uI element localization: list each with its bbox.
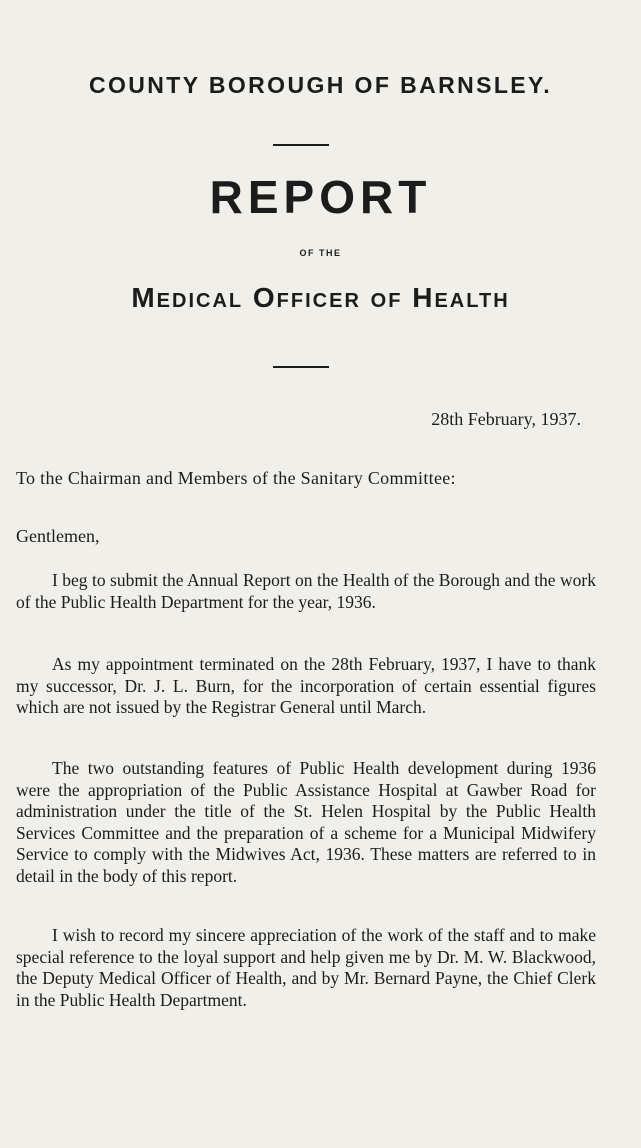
paragraph-1: I beg to submit the Annual Report on the Health of the Borough and the work of the Public Health Department for the year, 1936. bbox=[16, 570, 596, 612]
letter-date: 28th February, 1937. bbox=[431, 409, 581, 429]
borough-heading: COUNTY BOROUGH OF BARNSLEY. bbox=[88, 72, 553, 98]
letter-addressee: To the Chairman and Members of the Sanitary Committee: bbox=[16, 468, 456, 488]
letter-salutation: Gentlemen, bbox=[16, 526, 100, 546]
bottom-divider bbox=[273, 366, 329, 368]
report-title: REPORT bbox=[209, 171, 432, 223]
top-divider bbox=[273, 144, 329, 146]
paragraph-2: As my appointment terminated on the 28th February, 1937, I have to thank my successor, Dr. J. L. Burn, for the incorporation of certain essential figures which are not issued by the Registrar General until March. bbox=[16, 654, 596, 717]
paragraph-4: I wish to record my sincere appreciation of the work of the staff and to make special reference to the loyal support and help given me by Dr. M. W. Blackwood, the Deputy Medical Officer of Health, and by Mr. Bernard Payne, the Chief Clerk in the Public Health Department. bbox=[16, 925, 596, 1010]
of-the-label: OF THE bbox=[299, 248, 342, 258]
paragraph-3: The two outstanding features of Public Health development during 1936 were the appropriation of the Public Assistance Hospital at Gawber Road for administration under the title of the St. Helen Hospital by the Public Health Services Committee and the preparation of a scheme for a Municipal Midwifery Service to comply with the Midwives Act, 1936. These matters are referred to in detail in the body of this report. bbox=[16, 758, 596, 886]
officer-title: Medical Officer of Health bbox=[131, 282, 510, 313]
